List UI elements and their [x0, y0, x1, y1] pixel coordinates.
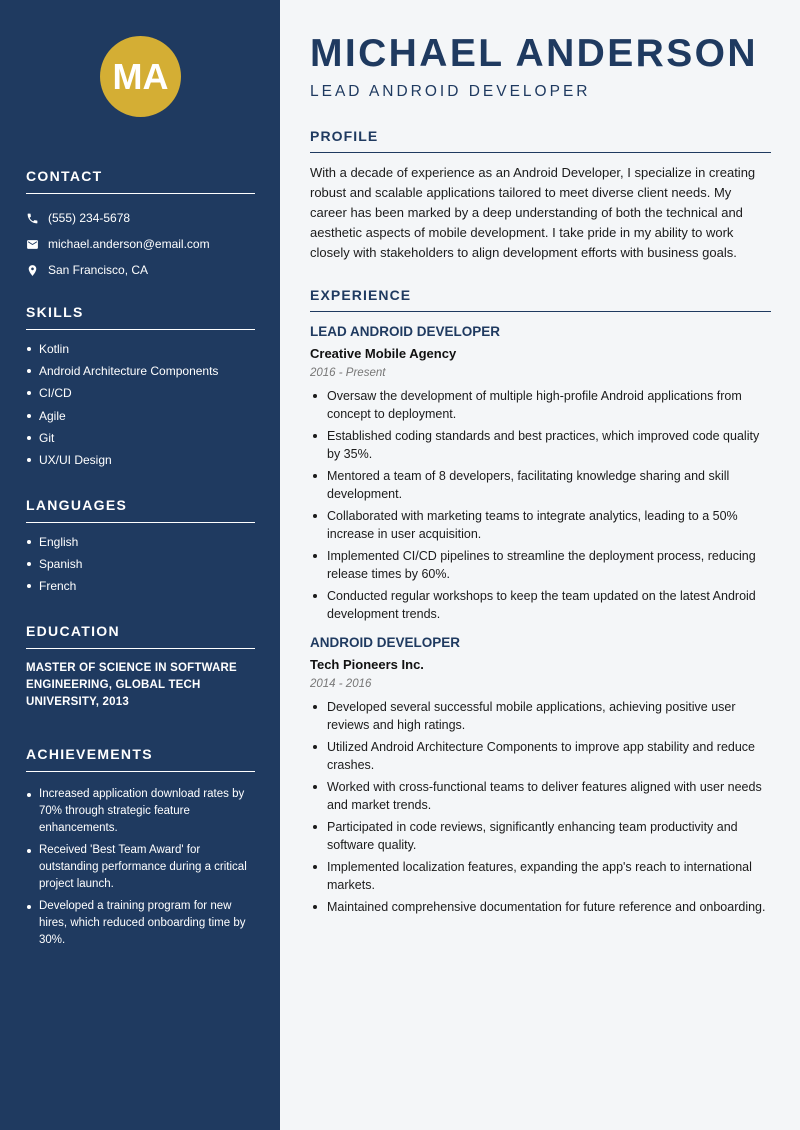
job-dates: 2016 - Present [310, 367, 386, 379]
avatar: MA [100, 36, 181, 117]
contact-phone[interactable] [26, 205, 255, 231]
email-text: michael.anderson@email.com [48, 237, 210, 251]
language-item: Spanish [26, 553, 255, 575]
experience-heading: EXPERIENCE [310, 287, 771, 312]
education-entry: MASTER OF SCIENCE IN SOFTWARE ENGINEERING, GLOBAL TECH UNIVERSITY, 2013 [26, 662, 237, 708]
job-entry [310, 635, 771, 916]
location-text: San Francisco, CA [48, 263, 149, 277]
languages-section [26, 497, 255, 598]
profile-heading: PROFILE [310, 128, 771, 153]
experience-section [310, 287, 771, 920]
skills-list [26, 338, 255, 471]
achievements-heading: ACHIEVEMENTS [26, 746, 255, 772]
skill-item: Agile [26, 405, 255, 427]
profile-section [310, 128, 771, 263]
skill-item: CI/CD [26, 382, 255, 404]
skill-item: Git [26, 427, 255, 449]
languages-list [26, 531, 255, 598]
achievement-item: Developed a training program for new hires, which reduced onboarding time by 30%. [26, 898, 255, 949]
job-duties [310, 387, 771, 623]
duty-item: Implemented localization features, expanding the app's reach to international markets. [310, 858, 771, 894]
language-item: French [26, 575, 255, 597]
company-name: Creative Mobile Agency [310, 346, 457, 361]
duty-item: Collaborated with marketing teams to integrate analytics, leading to a 50% increase in user acquisition. [310, 507, 771, 543]
job-title: ANDROID DEVELOPER [310, 635, 461, 650]
candidate-name: MICHAEL ANDERSON [310, 32, 758, 75]
skill-item: Android Architecture Components [26, 360, 255, 382]
company-name: Tech Pioneers Inc. [310, 657, 424, 672]
phone-text: (555) 234-5678 [48, 211, 131, 225]
job-dates: 2014 - 2016 [310, 678, 372, 690]
contact-section [26, 168, 255, 283]
candidate-title: LEAD ANDROID DEVELOPER [310, 83, 591, 100]
contact-email[interactable] [26, 231, 255, 257]
location-pin-icon [26, 264, 39, 277]
education-section [26, 623, 255, 711]
language-item: English [26, 531, 255, 553]
mail-icon [26, 238, 39, 251]
skills-section [26, 304, 255, 471]
job-duties [310, 698, 771, 916]
job-title: LEAD ANDROID DEVELOPER [310, 324, 501, 339]
achievements-section [26, 746, 255, 954]
duty-item: Worked with cross-functional teams to deliver features aligned with user needs and market trends. [310, 778, 771, 814]
education-heading: EDUCATION [26, 623, 255, 649]
achievement-item: Increased application download rates by 70% through strategic feature enhancements. [26, 786, 255, 837]
duty-item: Maintained comprehensive documentation for future reference and onboarding. [310, 898, 771, 916]
phone-icon [26, 212, 39, 225]
skill-item: Kotlin [26, 338, 255, 360]
profile-text: With a decade of experience as an Android Developer, I specialize in creating robust and scalable applications tailored to meet diverse client needs. My career has been marked by a deep understanding of both the technical and aesthetic aspects of mobile development. I take pride in my ability to work closely with stakeholders to align development efforts with business goals. [310, 165, 756, 260]
contact-list [26, 205, 255, 283]
duty-item: Oversaw the development of multiple high-profile Android applications from concept to deployment. [310, 387, 771, 423]
skill-item: UX/UI Design [26, 449, 255, 471]
duty-item: Developed several successful mobile applications, achieving positive user reviews and high ratings. [310, 698, 771, 734]
skills-heading: SKILLS [26, 304, 255, 330]
job-entry [310, 324, 771, 623]
duty-item: Established coding standards and best practices, which improved code quality by 35%. [310, 427, 771, 463]
languages-heading: LANGUAGES [26, 497, 255, 523]
contact-heading: CONTACT [26, 168, 255, 194]
duty-item: Participated in code reviews, significantly enhancing team productivity and software quality. [310, 818, 771, 854]
duty-item: Mentored a team of 8 developers, facilitating knowledge sharing and skill development. [310, 467, 771, 503]
achievements-list [26, 786, 255, 949]
sidebar [0, 0, 280, 1130]
duty-item: Conducted regular workshops to keep the team updated on the latest Android development trends. [310, 587, 771, 623]
contact-location [26, 257, 255, 283]
duty-item: Implemented CI/CD pipelines to streamline the deployment process, reducing release times by 60%. [310, 547, 771, 583]
duty-item: Utilized Android Architecture Components to improve app stability and reduce crashes. [310, 738, 771, 774]
achievement-item: Received 'Best Team Award' for outstanding performance during a critical project launch. [26, 842, 255, 893]
